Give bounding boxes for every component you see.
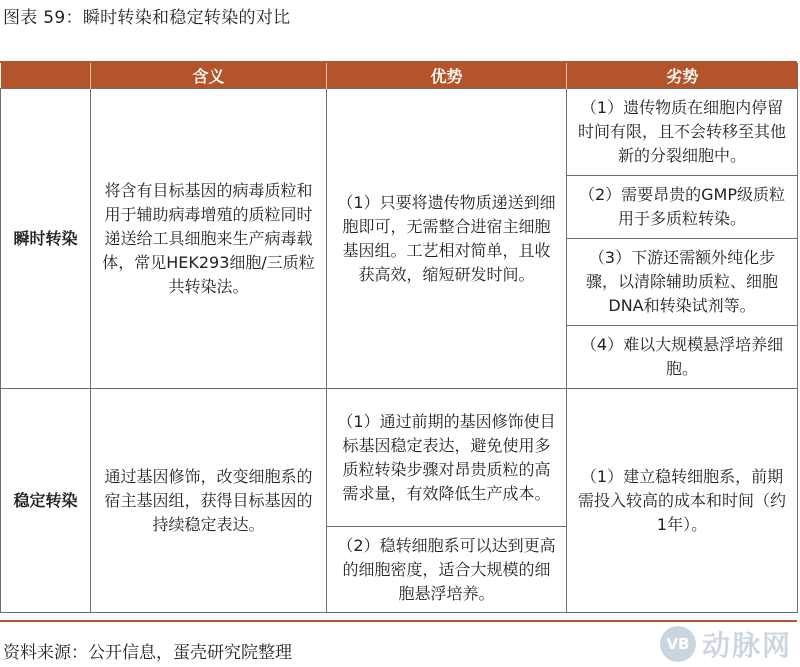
- meaning-cell-stable: 通过基因修饰，改变细胞系的宿主基因组，获得目标基因的持续稳定表达。: [91, 389, 327, 613]
- watermark: [660, 624, 792, 664]
- row-label-transient: 瞬时转染: [1, 89, 91, 389]
- meaning-cell-transient: 将含有目标基因的病毒质粒和用于辅助病毒增殖的质粒同时递送给工具细胞来生产病毒载体，常见HEK293细胞/三质粒共转染法。: [91, 89, 327, 389]
- figure-title: 图表 59：瞬时转染和稳定转染的对比: [3, 8, 291, 28]
- advantage-cell-transient-1: （1）只要将遗传物质递送到细胞即可，无需整合进宿主细胞基因组。工艺相对简单，且收获高效，缩短研发时间。: [327, 89, 567, 389]
- header-disadvantages: 劣势: [567, 63, 798, 89]
- header-blank: [1, 63, 91, 89]
- disadvantage-cell-transient-3: （3）下游还需额外纯化步骤，以清除辅助质粒、细胞DNA和转染试剂等。: [567, 239, 798, 326]
- watermark-text: 动脉网: [701, 629, 792, 662]
- advantage-cell-stable-2: （2）稳转细胞系可以达到更高的细胞密度，适合大规模的细胞悬浮培养。: [327, 527, 567, 613]
- disadvantage-cell-transient-4: （4）难以大规模悬浮培养细胞。: [567, 326, 798, 389]
- disadvantage-cell-transient-2: （2）需要昂贵的GMP级质粒用于多质粒转染。: [567, 176, 798, 239]
- table-row: [1, 389, 798, 527]
- table-row: [1, 89, 798, 176]
- header-meaning: 含义: [91, 63, 327, 89]
- row-label-stable: 稳定转染: [1, 389, 91, 613]
- disadvantage-cell-transient-1: （1）遗传物质在细胞内停留时间有限，且不会转移至其他新的分裂细胞中。: [567, 89, 798, 176]
- comparison-table: [0, 63, 798, 613]
- bottom-rule: [0, 620, 797, 622]
- header-advantages: 优势: [327, 63, 567, 89]
- disadvantage-cell-stable-1: （1）建立稳转细胞系，前期需投入较高的成本和时间（约1年）。: [567, 389, 798, 613]
- watermark-logo-icon: VB: [660, 626, 696, 662]
- advantage-cell-stable-1: （1）通过前期的基因修饰使目标基因稳定表达，避免使用多质粒转染步骤对昂贵质粒的高需求量，有效降低生产成本。: [327, 389, 567, 527]
- source-note: 资料来源：公开信息，蛋壳研究院整理: [3, 643, 292, 663]
- header-row: [1, 63, 798, 89]
